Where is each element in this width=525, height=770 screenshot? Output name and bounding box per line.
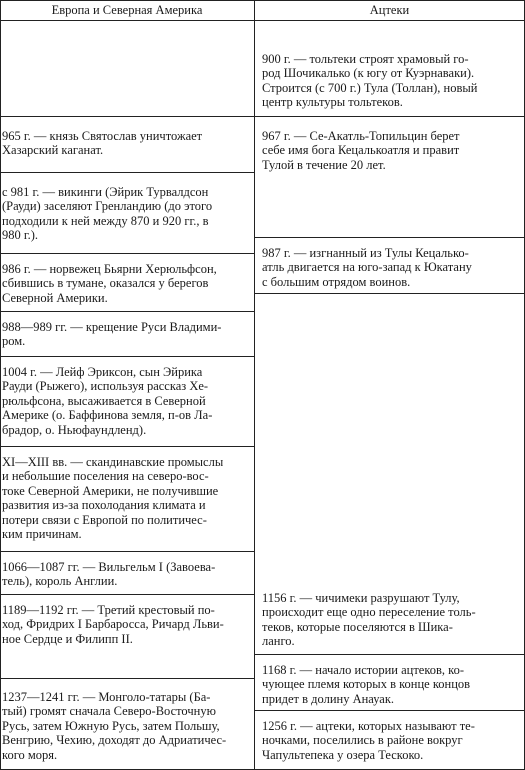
row-separator — [255, 654, 525, 655]
aztec-entry-900: 900 г. — тольтеки строят храмовый го- род Шочикалько (к югу от Куэрнаваки). Строится (с 700 г.) Тула (Толлан), новый центр культуры тольтеков. — [262, 52, 478, 110]
europe-entry-1004: 1004 г. — Лейф Эриксон, сын Эйрика Рауди (Рыжего), используя рассказ Хе- рюльфсона, высаживается в Северной Америке (о. Баффинова земля, п-ов Ла- брадор, о. Ньюфаундленд). — [2, 365, 213, 437]
row-separator — [255, 710, 525, 711]
row-separator — [0, 551, 254, 552]
column-header-aztecs: Ацтеки — [369, 3, 410, 17]
row-separator — [0, 116, 254, 117]
aztec-entry-1256: 1256 г. — ацтеки, которых называют те- ночками, поселились в районе вокруг Чапультепека у озера Тескоко. — [262, 719, 475, 762]
europe-entry-1066: 1066—1087 гг. — Вильгельм I (Завоева- тель), король Англии. — [2, 560, 216, 589]
europe-entry-1189: 1189—1192 гг. — Третий крестовый по- ход, Фридрих I Барбаросса, Ричард Льви- ное Сердце и Филипп II. — [2, 603, 224, 646]
europe-entry-xi-xiii: XI—XIII вв. — скандинавские промыслы и небольшие поселения на северо-вос- токе Северной Америки, не получившие развития из-за похолодания климата и потери связи с Европой по политичес- ким причинам. — [2, 455, 224, 542]
europe-entry-988: 988—989 гг. — крещение Руси Владими- ром. — [2, 320, 222, 349]
row-separator — [0, 356, 254, 357]
aztec-entry-987: 987 г. — изгнанный из Тулы Кецалько- атль двигается на юго-запад к Юкатану с большим отрядом воинов. — [262, 246, 472, 289]
row-separator — [255, 293, 525, 294]
aztec-entry-967: 967 г. — Се-Акатль-Топильцин берет себе имя бога Кецалькоатля и правит Тулой в течение 20 лет. — [262, 129, 460, 172]
row-separator — [0, 678, 254, 679]
europe-entry-965: 965 г. — князь Святослав уничтожает Хазарский каганат. — [2, 129, 203, 158]
row-separator — [0, 253, 254, 254]
row-separator — [255, 116, 525, 117]
header-separator — [0, 20, 525, 21]
table-border-top — [0, 0, 525, 1]
row-separator — [0, 172, 254, 173]
row-separator — [0, 446, 254, 447]
aztec-entry-1156: 1156 г. — чичимеки разрушают Тулу, происходит еще одно переселение толь- теков, которые поселяются в Шика- ланго. — [262, 591, 476, 649]
row-separator — [0, 311, 254, 312]
row-separator — [0, 594, 254, 595]
europe-entry-986: 986 г. — норвежец Бьярни Херюльфсон, сбившись в тумане, оказался у берегов Северной Америки. — [2, 262, 217, 305]
row-separator — [255, 237, 525, 238]
europe-entry-981: с 981 г. — викинги (Эйрик Турвалдсон (Рауди) заселяют Гренландию (до этого подходили к ней между 870 и 920 гг., в 980 г.). — [2, 185, 213, 243]
europe-entry-1237: 1237—1241 гг. — Монголо-татары (Ба- тый) громят сначала Северо-Восточную Русь, затем Южную Русь, затем Польшу, Венгрию, Чехию, доходят до Адриатичес- кого моря. — [2, 690, 227, 762]
column-header-europe: Европа и Северная Америка — [51, 3, 203, 17]
aztec-entry-1168: 1168 г. — начало истории ацтеков, ко- чующее племя которых в конце концов придет в долину Анауак. — [262, 663, 471, 706]
